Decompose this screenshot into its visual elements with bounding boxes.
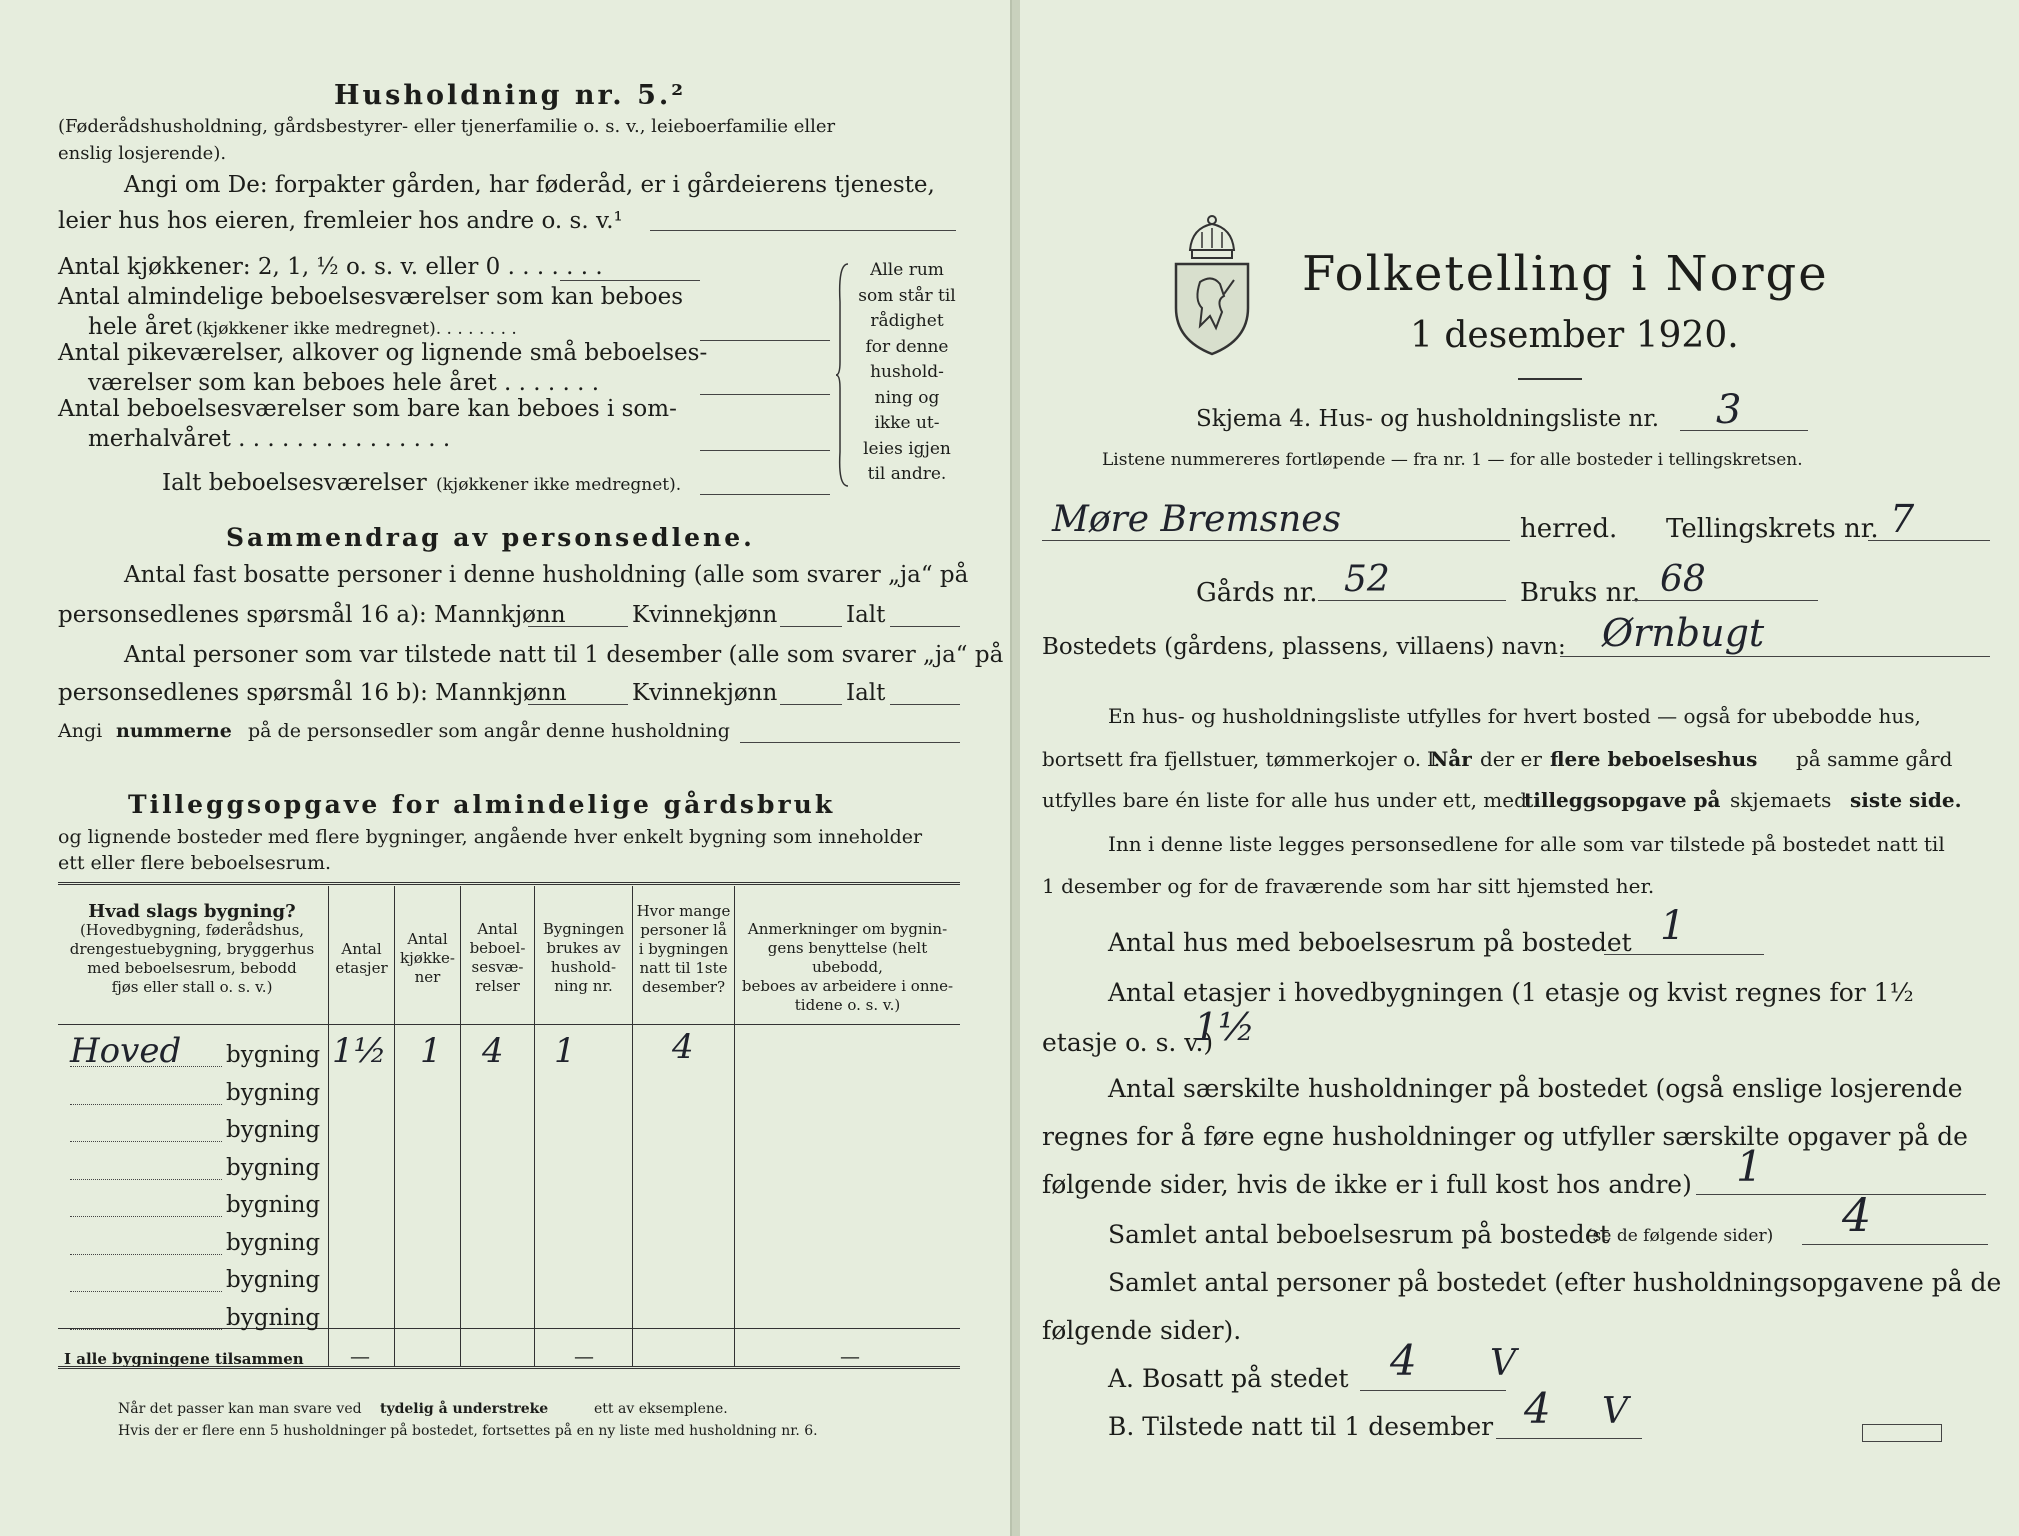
schema-line	[1680, 430, 1808, 431]
present-label: B. Tilstede natt til 1 desember	[1108, 1412, 1494, 1441]
rooms-line-3	[700, 450, 830, 451]
supplement-title: Tilleggsopgave for almindelige gårdsbruk	[128, 790, 836, 819]
right-page	[1020, 0, 2019, 1536]
male-line-2	[528, 704, 628, 705]
building-row-line	[70, 1141, 222, 1142]
summary-line-1: Antal fast bosatte personer i denne husholdning (alle som svarer „ja“ på	[124, 562, 969, 588]
total-line-1	[890, 626, 960, 627]
schema-label: Skjema 4. Hus- og husholdningsliste nr.	[1196, 406, 1660, 432]
rooms-line-1	[700, 340, 830, 341]
district-line	[1868, 540, 1990, 541]
instruction-3a: utfylles bare én liste for alle hus under ett, med	[1042, 788, 1527, 812]
household-title: Husholdning nr. 5.²	[334, 80, 687, 111]
building-row-label: bygning	[226, 1154, 321, 1181]
header-remarks	[735, 920, 960, 1015]
district-label: Tellingskrets nr.	[1666, 514, 1879, 544]
instruction-3c: skjemaets	[1730, 788, 1832, 812]
rooms-label-1b: hele året	[88, 314, 193, 340]
households-label-b: regnes for å føre egne husholdninger og utfyller særskilte opgaver på de	[1042, 1122, 1968, 1151]
summary-line-4b: Kvinnekjønn	[632, 680, 778, 706]
kitchens-label: Antal kjøkkener: 2, 1, ½ o. s. v. eller 0 . . . . . . .	[58, 254, 603, 280]
instruction-3b: tilleggsopgave på	[1524, 788, 1721, 812]
households-label-a: Antal særskilte husholdninger på bostedet (også enslige losjerende	[1108, 1074, 1963, 1103]
table-header-line: Anmerkninger om bygnin-	[747, 920, 948, 938]
holding-no-label: Bruks nr.	[1520, 578, 1641, 608]
table-header-line: sesvæ-	[471, 958, 524, 976]
header-building-type	[58, 902, 326, 997]
title-rule	[1518, 378, 1582, 380]
table-header-line: relser	[475, 977, 520, 995]
resident-value: 4	[1390, 1336, 1417, 1385]
building-row-line	[70, 1104, 222, 1105]
schema-number: 3	[1716, 387, 1742, 433]
rooms-total-label-b: (se de følgende sider)	[1586, 1226, 1774, 1246]
table-top-rule	[58, 882, 960, 885]
building-row-line	[70, 1254, 222, 1255]
female-line-1	[780, 626, 842, 627]
table-header-line: ning nr.	[554, 977, 613, 995]
question-line-2: leier hus hos eieren, fremleier hos andre o. s. v.¹	[58, 208, 623, 234]
supplement-line-2: ett eller flere beboelsesrum.	[58, 852, 332, 874]
rooms-total-label: Ialt beboelsesværelser	[162, 470, 427, 496]
households-label-c: følgende sider, hvis de ikke er i full kost hos andre)	[1042, 1170, 1692, 1199]
header-floors	[329, 940, 394, 978]
place-name-line	[1560, 656, 1990, 657]
table-header-line: Hvor mange	[636, 902, 731, 920]
farm-no-label: Gårds nr.	[1196, 578, 1318, 608]
header-rooms	[461, 920, 534, 996]
rooms-note-line: for denne	[865, 336, 949, 357]
instruction-2b: Når	[1430, 747, 1472, 771]
numbering-note: Listene nummereres fortløpende — fra nr. 1 — for alle bosteder i tellingskretsen.	[1102, 450, 1803, 470]
household-intro-2: enslig losjerende).	[58, 143, 227, 164]
building-row-line	[70, 1216, 222, 1217]
total-line-2	[890, 704, 960, 705]
table-header-line: beboel-	[469, 939, 526, 957]
table-header-line: fjøs eller stall o. s. v.)	[111, 978, 273, 996]
table-header-line: etasjer	[335, 959, 388, 977]
table-header-line: Antal	[341, 940, 382, 958]
instruction-4: Inn i denne liste legges personsedlene for alle som var tilstede på bostedet natt til	[1108, 832, 1945, 856]
summary-line-2b: Kvinnekjønn	[632, 602, 778, 628]
total-floors-dash: —	[350, 1344, 370, 1368]
instruction-3d: siste side.	[1850, 788, 1962, 812]
rooms-total-label-a: Samlet antal beboelsesrum på bostedet	[1108, 1220, 1610, 1249]
instruction-5: 1 desember og for de fraværende som har sitt hjemsted her.	[1042, 874, 1655, 898]
rooms-label-1c: (kjøkkener ikke medregnet). . . . . . . .	[196, 319, 517, 339]
rooms-note-line: Alle rum	[870, 260, 944, 280]
summary-line-2c: Ialt	[846, 602, 886, 628]
coat-of-arms-icon	[1162, 208, 1262, 358]
table-header-line: i bygningen	[638, 940, 729, 958]
rooms-note-line: rådighet	[870, 311, 944, 331]
row1-persons: 4	[672, 1027, 694, 1067]
building-row-label: bygning	[226, 1192, 321, 1218]
building-row-label: bygning	[226, 1304, 321, 1331]
rooms-note-line: til andre.	[867, 464, 947, 484]
male-line-1	[528, 626, 628, 627]
row1-floors: 1½	[332, 1031, 387, 1071]
table-header-line: ner	[414, 968, 441, 986]
table-header-line: tidene o. s. v.)	[794, 996, 901, 1014]
rooms-label-2b: værelser som kan beboes hele året . . . . . . .	[88, 370, 600, 396]
place-name-label: Bostedets (gårdens, plassens, villaens) navn:	[1042, 634, 1566, 660]
present-value: 4	[1524, 1384, 1551, 1433]
building-row-label: bygning	[226, 1079, 321, 1106]
header-persons	[633, 902, 734, 997]
footnote-1c: ett av eksemplene.	[594, 1401, 728, 1417]
persons-label-b: følgende sider).	[1042, 1316, 1242, 1345]
households-value: 1	[1736, 1142, 1763, 1191]
herred-line	[1042, 540, 1510, 541]
table-header-line: Hvad slags bygning?	[88, 901, 296, 922]
book-spine	[1012, 0, 1020, 1536]
building-row-line	[70, 1291, 222, 1292]
rooms-label-3a: Antal beboelsesværelser som bare kan beboes i som-	[58, 396, 677, 422]
rooms-total-line	[700, 494, 830, 495]
table-header-line: Antal	[477, 920, 518, 938]
table-header-line: beboes av arbeidere i onne-	[741, 977, 954, 995]
numbers-line	[740, 742, 960, 743]
building-row-label: bygning	[226, 1117, 321, 1143]
present-check: V	[1602, 1391, 1628, 1432]
farm-no-value: 52	[1344, 559, 1390, 600]
houses-line	[1604, 954, 1764, 955]
table-header-line: gens benyttelse (helt ubebodd,	[767, 939, 928, 976]
rooms-total-line-right	[1802, 1244, 1988, 1245]
summary-title: Sammendrag av personsedlene.	[226, 523, 755, 552]
table-header-line: desember?	[642, 978, 725, 996]
female-line-2	[780, 704, 842, 705]
instruction-2a: bortsett fra fjellstuer, tømmerkojer o. l.	[1042, 747, 1441, 771]
table-header-line: med beboelsesrum, bebodd	[87, 959, 297, 977]
table-header-line: hushold-	[550, 958, 617, 976]
persons-label-a: Samlet antal personer på bostedet (efter husholdningsopgavene på de	[1108, 1268, 2002, 1297]
kitchens-line	[560, 280, 700, 281]
building-row-label: bygning	[226, 1267, 321, 1293]
numbers-label-b: nummerne	[116, 720, 232, 742]
answer-line	[650, 230, 956, 231]
summary-line-4a: personsedlenes spørsmål 16 b): Mannkjønn	[58, 680, 567, 706]
row1-rooms: 4	[482, 1031, 504, 1071]
total-row-label: I alle bygningene tilsammen	[64, 1350, 304, 1368]
question-line-1: Angi om De: forpakter gården, har føderåd, er i gårdeierens tjeneste,	[124, 172, 935, 198]
rooms-bracket-icon	[836, 262, 850, 488]
holding-no-value: 68	[1660, 559, 1706, 600]
instruction-1: En hus- og husholdningsliste utfylles for hvert bosted — også for ubebodde hus,	[1108, 704, 1921, 728]
resident-check: V	[1490, 1343, 1516, 1384]
table-header-rule	[58, 1024, 960, 1025]
houses-label: Antal hus med beboelsesrum på bostedet	[1108, 928, 1632, 957]
census-date: 1 desember 1920.	[1410, 315, 1739, 356]
summary-line-3: Antal personer som var tilstede natt til 1 desember (alle som svarer „ja“ på	[124, 642, 1004, 668]
row1-household: 1	[554, 1031, 576, 1071]
instruction-2d: flere beboelseshus	[1550, 747, 1758, 771]
total-remarks-dash: —	[840, 1344, 860, 1368]
rooms-total-note: (kjøkkener ikke medregnet).	[436, 475, 682, 495]
farm-no-line	[1318, 600, 1506, 601]
building-row-label: bygning	[226, 1042, 321, 1068]
instruction-2c: der er	[1480, 747, 1542, 771]
rooms-note	[852, 258, 962, 488]
place-name-value: Ørnbugt	[1602, 611, 1765, 655]
resident-label: A. Bosatt på stedet	[1108, 1364, 1349, 1393]
table-header-line: brukes av	[546, 939, 621, 957]
header-kitchens	[395, 930, 460, 987]
table-header-line: drengestuebygning, bryggerhus	[69, 940, 315, 958]
rooms-label-1a: Antal almindelige beboelsesværelser som kan beboes	[58, 284, 684, 310]
rooms-note-line: hushold-	[870, 362, 944, 382]
building-row-label: bygning	[226, 1229, 321, 1256]
household-intro-1: (Føderådshusholdning, gårdsbestyrer- eller tjenerfamilie o. s. v., leieboerfamilie eller	[58, 116, 836, 137]
rooms-note-line: som står til	[858, 285, 956, 306]
holding-no-line	[1632, 600, 1818, 601]
table-header-line: personer lå	[640, 921, 727, 939]
numbers-label-a: Angi	[58, 720, 103, 742]
rooms-note-line: ning og	[874, 387, 940, 408]
rooms-note-line: ikke ut-	[874, 413, 940, 433]
census-title: Folketelling i Norge	[1302, 246, 1829, 302]
present-line	[1496, 1438, 1642, 1439]
households-line	[1696, 1194, 1986, 1195]
floors-label-b: etasje o. s. v.)	[1042, 1028, 1214, 1057]
building-row-line	[70, 1329, 222, 1330]
table-header-line: Bygningen	[542, 920, 625, 938]
row1-building-type: Hoved	[70, 1031, 182, 1071]
resident-line	[1360, 1390, 1506, 1391]
table-header-line: Antal	[407, 930, 448, 948]
footnote-2: Hvis der er flere enn 5 husholdninger på bostedet, fortsettes på en ny liste med husholdning nr. 6.	[118, 1423, 818, 1439]
summary-line-4c: Ialt	[846, 680, 886, 706]
district-value: 7	[1890, 497, 1915, 541]
houses-value: 1	[1660, 903, 1686, 949]
rooms-label-3b: merhalvåret . . . . . . . . . . . . . . .	[88, 426, 451, 452]
rooms-total-value: 4	[1842, 1188, 1872, 1242]
floors-value: 1½	[1194, 1005, 1256, 1049]
table-header-line: kjøkke-	[400, 949, 455, 967]
header-household-no	[535, 920, 632, 996]
total-household-dash: —	[574, 1344, 594, 1368]
rooms-line-2	[700, 394, 830, 395]
summary-line-2a: personsedlenes spørsmål 16 a): Mannkjønn	[58, 602, 566, 628]
numbers-label-c: på de personsedler som angår denne husholdning	[248, 720, 730, 742]
printer-stamp-icon	[1862, 1424, 1942, 1442]
footnote-1b: tydelig å understreke	[380, 1401, 549, 1417]
herred-label: herred.	[1520, 514, 1618, 544]
floors-label-a: Antal etasjer i hovedbygningen (1 etasje og kvist regnes for 1½	[1108, 978, 1914, 1007]
row1-kitchens: 1	[420, 1031, 442, 1071]
rooms-label-2a: Antal pikeværelser, alkover og lignende små beboelses-	[58, 340, 708, 366]
herred-value: Møre Bremsnes	[1052, 499, 1342, 540]
table-header-line: (Hovedbygning, føderådshus,	[79, 921, 305, 939]
table-header-line: natt til 1ste	[639, 959, 728, 977]
footnote-1a: Når det passer kan man svare ved	[118, 1401, 362, 1417]
building-row-line	[70, 1179, 222, 1180]
rooms-note-line: leies igjen	[863, 438, 951, 459]
supplement-line-1: og lignende bosteder med flere bygninger, angående hver enkelt bygning som inneholder	[58, 826, 923, 848]
instruction-2e: på samme gård	[1796, 747, 1953, 771]
